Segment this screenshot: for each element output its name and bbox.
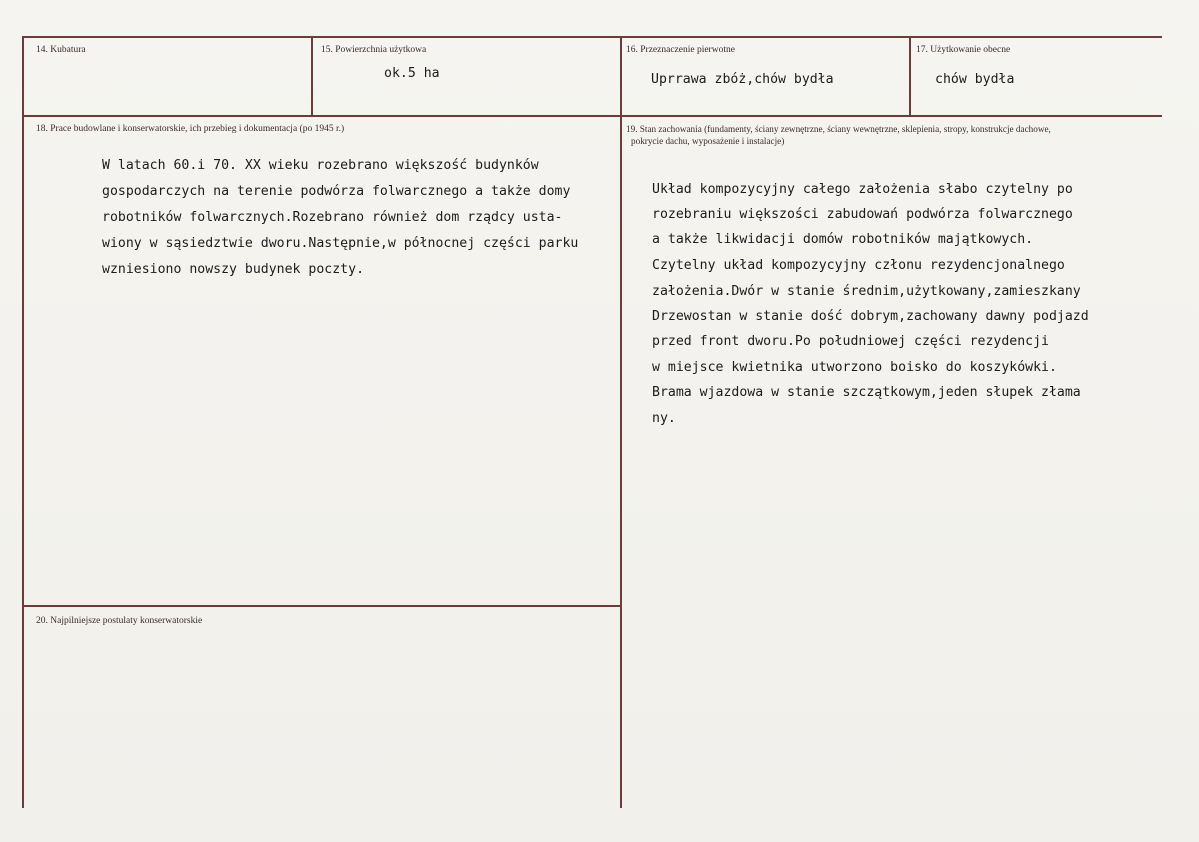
field-17-value: chów bydła: [935, 72, 1015, 87]
field-19-line: Czytelny układ kompozycyjny członu rezydencjonalnego: [652, 258, 1065, 273]
field-19-line: w miejsce kwietnika utworzono boisko do koszykówki.: [652, 360, 1057, 375]
field-17-label: 17. Użytkowanie obecne: [916, 45, 1011, 55]
field-18-line: gospodarczych na terenie podwórza folwarcznego a także domy: [102, 184, 571, 199]
field-19-line: rozebraniu większości zabudowań podwórza folwarcznego: [652, 207, 1073, 222]
field-19-line: Brama wjazdowa w stanie szczątkowym,jeden słupek złama: [652, 385, 1081, 400]
field-18-line: wzniesiono nowszy budynek poczty.: [102, 262, 365, 277]
field-20-label: 20. Najpilniejsze postulaty konserwatorskie: [36, 616, 203, 626]
field-19-label-cont: pokrycie dachu, wyposażenie i instalacje): [631, 136, 785, 146]
field-16-value: Uprrawa zbóż,chów bydła: [651, 72, 834, 87]
rule-top: [22, 36, 1162, 38]
field-19-line: założenia.Dwór w stanie średnim,użytkowany,zamieszkany: [652, 284, 1081, 299]
field-15-value: ok.5 ha: [384, 66, 440, 81]
rule-mid-left: [22, 605, 622, 607]
field-19-line: a także likwidacji domów robotników majątkowych.: [652, 232, 1034, 247]
rule-row1: [22, 115, 1162, 117]
rule-col2: [311, 36, 313, 116]
field-14-label: 14. Kubatura: [36, 45, 86, 55]
field-19-line: ny.: [652, 411, 676, 426]
field-19-line: przed front dworu.Po południowej części rezydencji: [652, 334, 1049, 349]
field-18-line: W latach 60.i 70. XX wieku rozebrano większość budynków: [102, 158, 539, 173]
rule-left-edge: [22, 36, 24, 808]
field-19-label: 19. Stan zachowania (fundamenty, ściany zewnętrzne, ściany wewnętrzne, sklepienia, stropy, konstrukcje dachowe,: [626, 124, 1051, 134]
field-15-label: 15. Powierzchnia użytkowa: [321, 45, 427, 55]
field-16-label: 16. Przeznaczenie pierwotne: [626, 45, 735, 55]
rule-col4: [909, 36, 911, 116]
field-18-label: 18. Prace budowlane i konserwatorskie, ich przebieg i dokumentacja (po 1945 r.): [36, 124, 345, 134]
field-18-line: wiony w sąsiedztwie dworu.Następnie,w północnej części parku: [102, 236, 579, 251]
field-19-line: Układ kompozycyjny całego założenia słabo czytelny po: [652, 182, 1073, 197]
field-19-line: Drzewostan w stanie dość dobrym,zachowany dawny podjazd: [652, 309, 1089, 324]
rule-center: [620, 36, 622, 808]
field-18-line: robotników folwarcznych.Rozebrano również dom rządcy usta-: [102, 210, 563, 225]
